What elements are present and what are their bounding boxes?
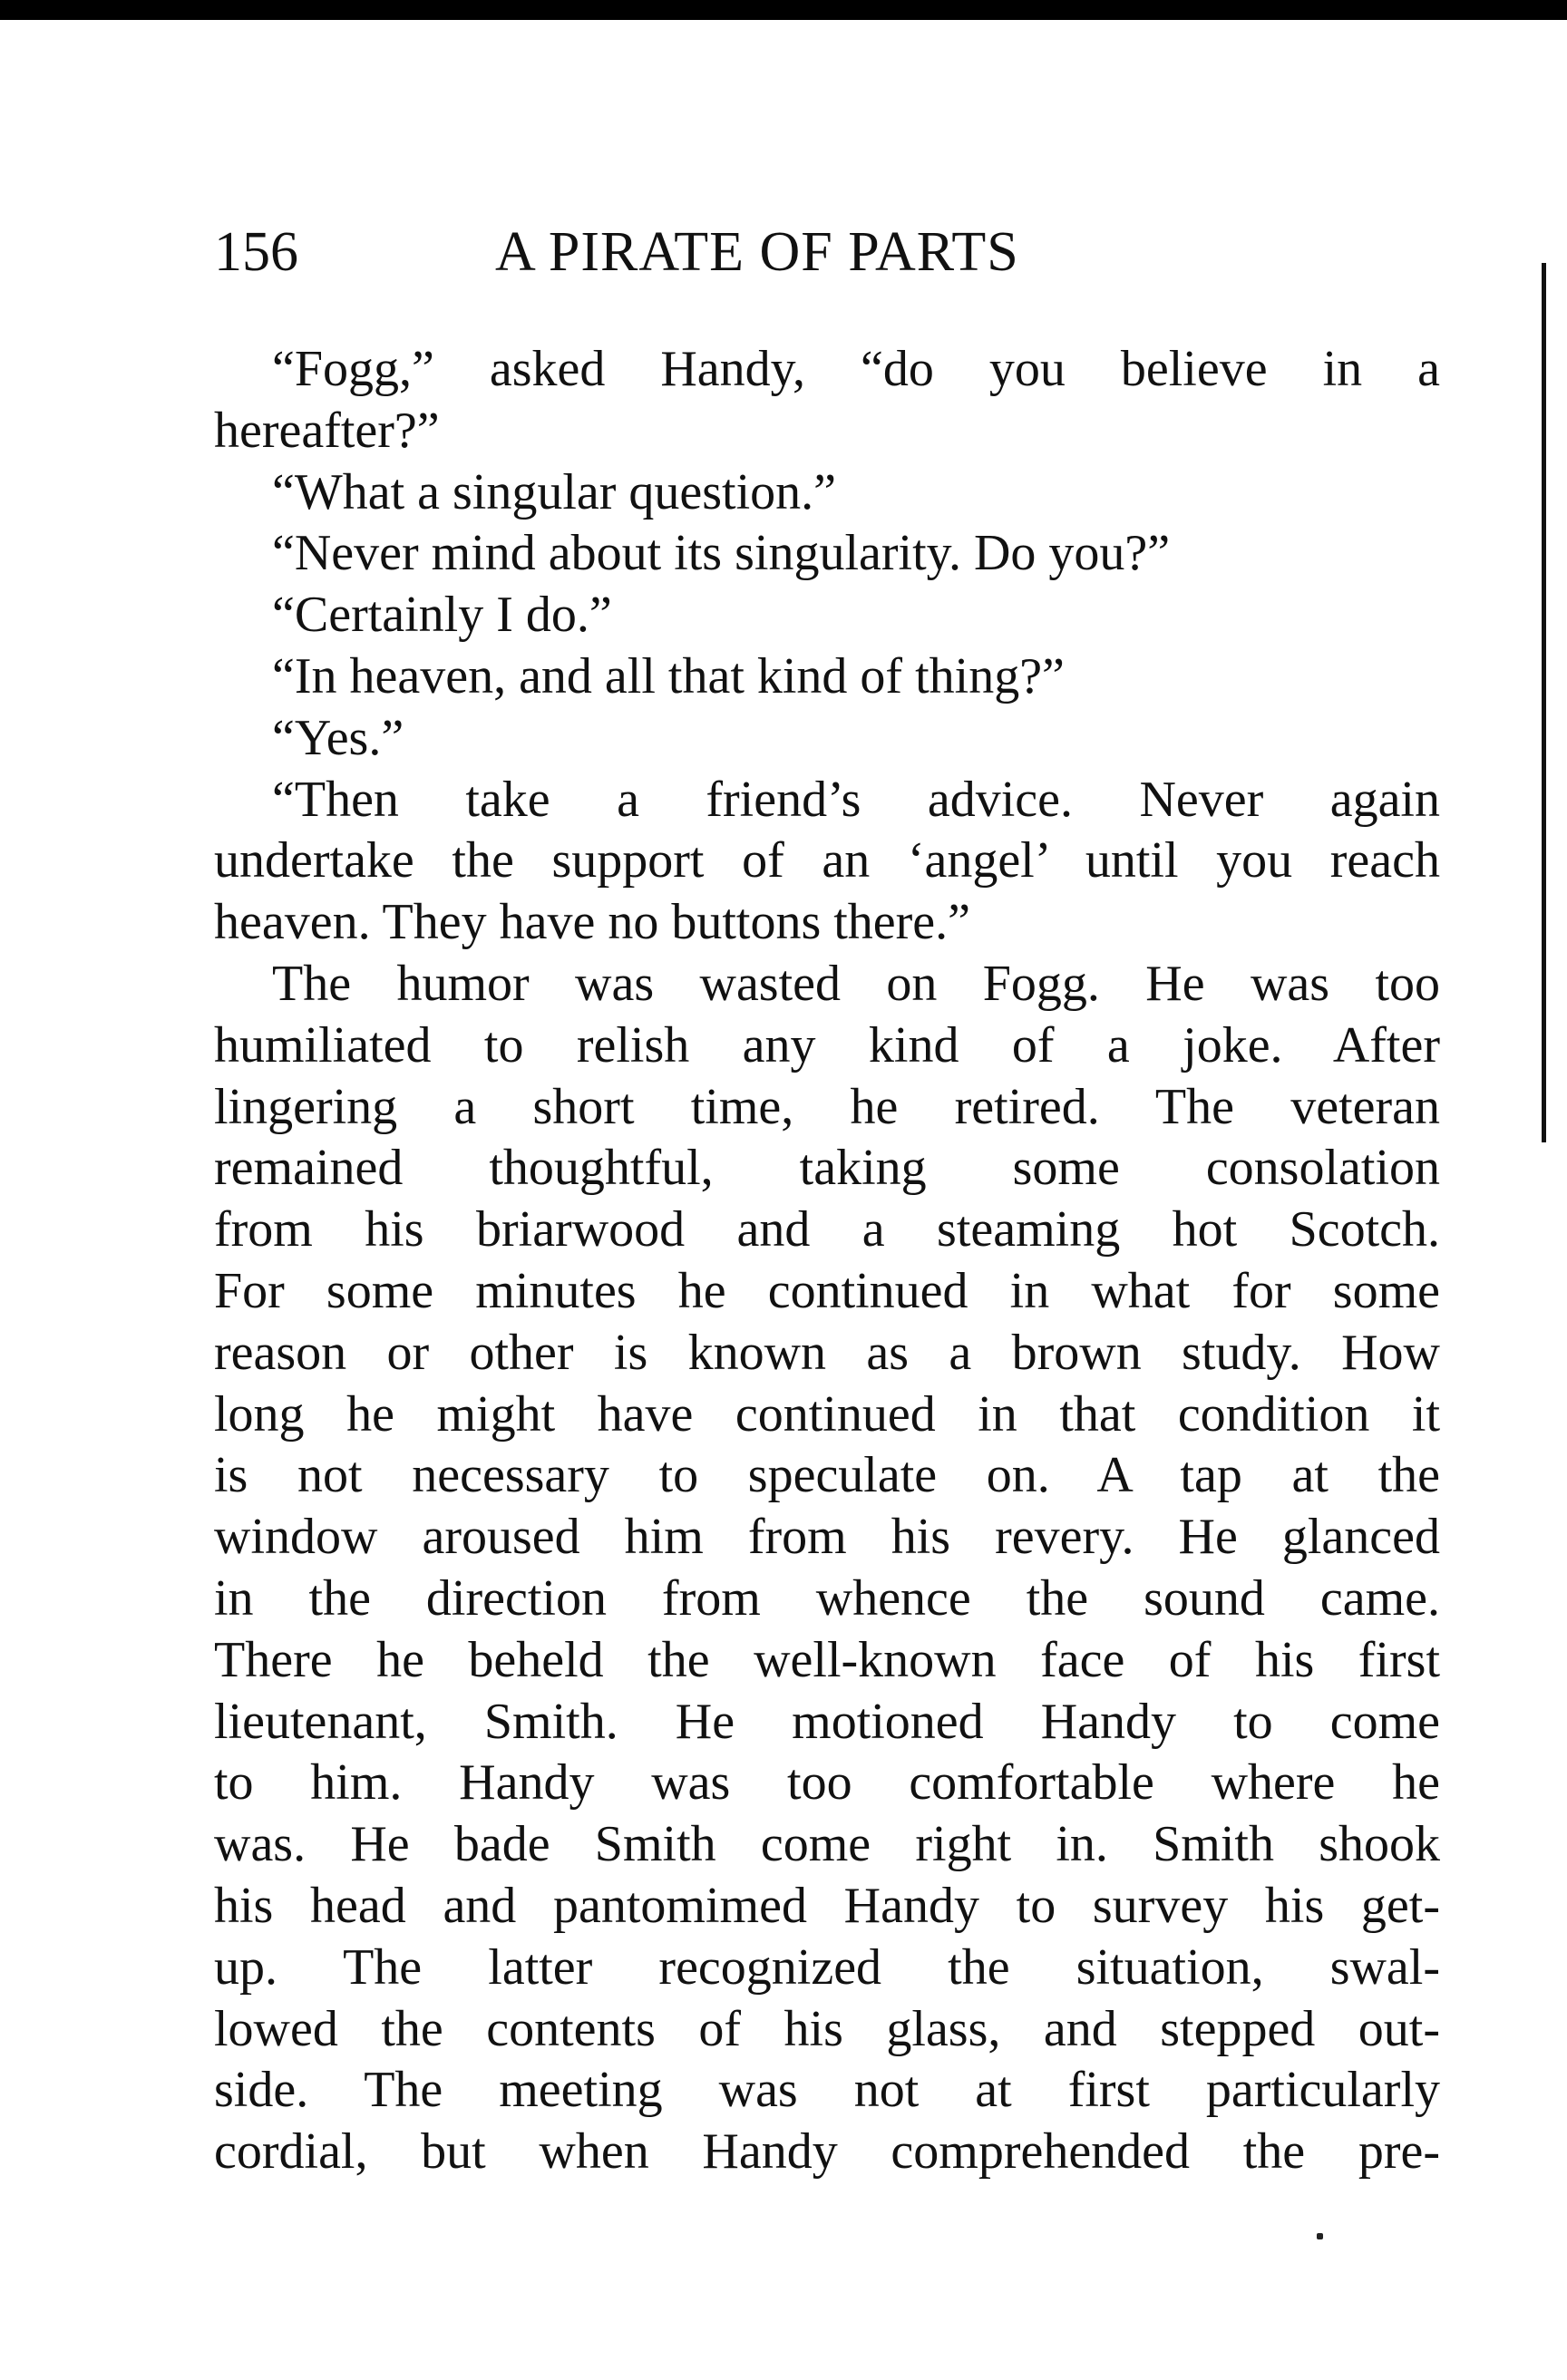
body-text [214,339,1440,2183]
text-line: is not necessary to speculate on. A tap at the [214,1447,1440,1504]
text-line: “Certainly I do.” [272,587,612,644]
text-line: There he beheld the well-known face of his first [214,1631,1440,1688]
running-title: A PIRATE OF PARTS [495,221,1019,283]
text-line: “In heaven, and all that kind of thing?” [272,647,1065,704]
text-line: “Yes.” [272,709,404,766]
text-line: For some minutes he continued in what for some [214,1262,1440,1319]
text-line: undertake the support of an ‘angel’ until you reach [214,832,1440,889]
text-line: hereafter?” [214,402,440,459]
print-speck [1317,2233,1323,2239]
text-line: heaven. They have no buttons there.” [214,894,971,951]
text-line: lieutenant, Smith. He motioned Handy to come [214,1693,1440,1750]
text-line: side. The meeting was not at first particularly [214,2062,1440,2119]
text-line: “Then take a friend’s advice. Never again [272,771,1440,828]
text-line: up. The latter recognized the situation, swal- [214,1938,1440,1996]
text-line: remained thoughtful, taking some consolation [214,1140,1440,1197]
side-border-rule [1542,263,1546,1142]
top-border-rule [0,0,1567,20]
text-line: from his briarwood and a steaming hot Scotch. [214,1201,1440,1258]
text-line: was. He bade Smith come right in. Smith shook [214,1816,1440,1873]
text-line: The humor was wasted on Fogg. He was too [272,955,1440,1012]
text-line: reason or other is known as a brown study. How [214,1324,1440,1381]
text-line: to him. Handy was too comfortable where he [214,1754,1440,1812]
text-line: lowed the contents of his glass, and stepped out- [214,2000,1440,2057]
text-line: “Fogg,” asked Handy, “do you believe in a [272,341,1440,397]
page-number: 156 [214,221,298,283]
text-line: “What a singular question.” [272,463,837,520]
text-line: lingering a short time, he retired. The veteran [214,1078,1440,1135]
text-line: cordial, but when Handy comprehended the pre- [214,2123,1440,2181]
text-line: his head and pantomimed Handy to survey his get- [214,1877,1440,1934]
text-line: window aroused him from his revery. He glanced [214,1509,1440,1566]
page-header [214,216,1429,288]
text-line: long he might have continued in that condition it [214,1385,1440,1443]
text-line: humiliated to relish any kind of a joke. After [214,1016,1440,1073]
text-line: in the direction from whence the sound came. [214,1569,1440,1627]
text-line: “Never mind about its singularity. Do you?” [272,525,1171,582]
